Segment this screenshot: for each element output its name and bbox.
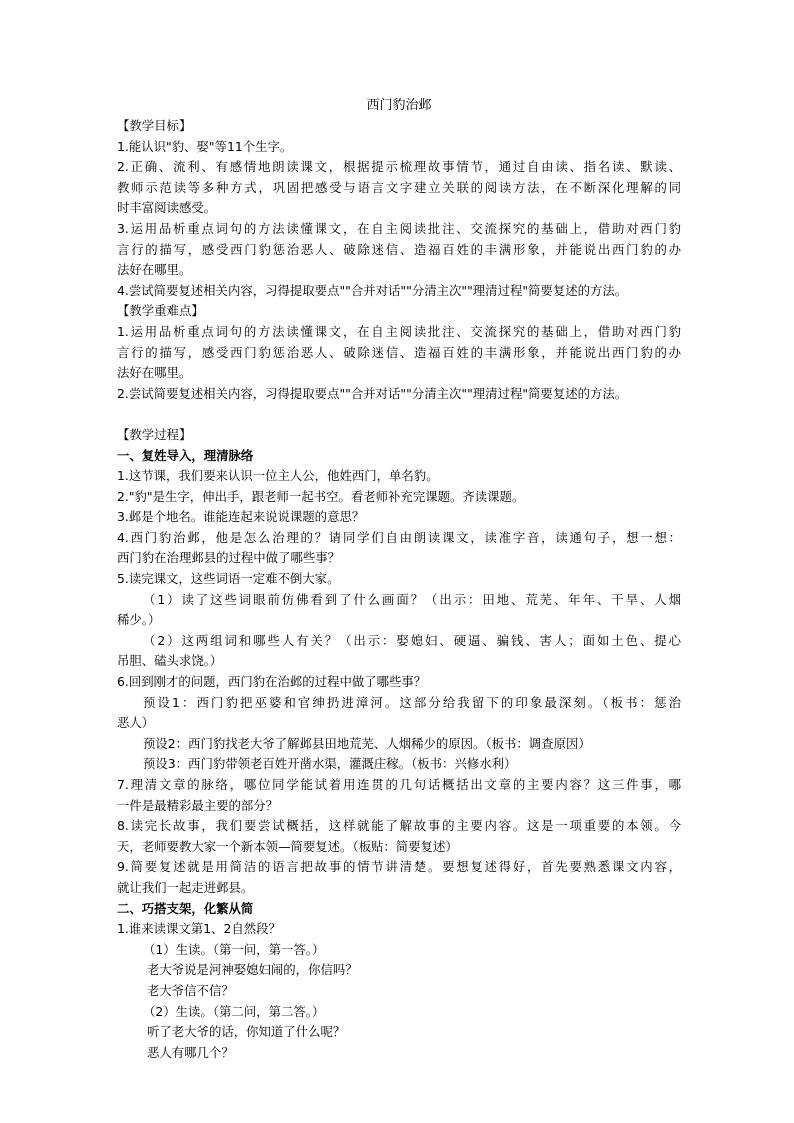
- preset-1-line-2: 恶人）: [117, 715, 155, 731]
- document-title: 西门豹治邺: [366, 98, 432, 113]
- goal-3-line-2: 言行的描写，感受西门豹惩治恶人、破除迷信、造福百姓的丰满形象，并能说出西门豹的办: [117, 241, 681, 257]
- subsection-heading-1: 一、复姓导入，理清脉络: [117, 447, 254, 463]
- keypoint-1-line-3: 法好在哪里。: [117, 365, 192, 381]
- document-page: [117, 96, 681, 1063]
- step-8-line-1: 8.读完长故事，我们要尝试概括，这样就能了解故事的主要内容。这是一项重要的本领。今: [117, 818, 681, 834]
- preset-3: 预设3：西门豹带领老百姓开凿水渠，灌溉庄稼。（板书：兴修水利）: [143, 756, 517, 772]
- step-5-item-1-line-1: （1）读了这些词眼前仿佛看到了什么画面？（出示：田地、荒芜、年年、干旱、人烟: [143, 591, 681, 607]
- goal-2-line-2: 教师示范读等多种方式，巩固把感受与语言文字建立关联的阅读方法，在不断深化理解的同: [117, 179, 681, 195]
- step-8-line-2: 天，老师要教大家一个新本领—简要复述。（板贴：简要复述）: [117, 838, 458, 854]
- step-7-line-1: 7.理清文章的脉络，哪位同学能试着用连贯的几句话概括出文章的主要内容？这三件事，哪: [117, 777, 681, 792]
- step-2-1: 1.谁来读课文第1、2自然段？: [117, 921, 281, 937]
- section-heading-process: 【教学过程】: [117, 426, 192, 442]
- goal-2-line-1: 2.正确、流利、有感情地朗读课文，根据提示梳理故事情节，通过自由读、指名读、默读、: [117, 159, 681, 175]
- step-9-line-2: 就让我们一起走进邺县。: [117, 879, 254, 895]
- preset-1-line-1: 预设1：西门豹把巫婆和官绅扔进漳河。这部分给我留下的印象最深刻。（板书：惩治: [143, 694, 681, 710]
- goal-3-line-1: 3.运用品析重点词句的方法读懂课文，在自主阅读批注、交流探究的基础上，借助对西门豹: [117, 220, 681, 236]
- question-2-b: 恶人有哪几个？: [147, 1044, 234, 1060]
- goal-3-line-3: 法好在哪里。: [117, 262, 192, 278]
- step-5: 5.读完课文，这些词语一定难不倒大家。: [117, 571, 340, 587]
- step-1: 1.这节课，我们要来认识一位主人公，他姓西门，单名豹。: [117, 468, 439, 484]
- step-7-line-2: 一件是最精彩最主要的部分？: [117, 797, 279, 813]
- keypoint-1-line-2: 言行的描写，感受西门豹惩治恶人、破除迷信、造福百姓的丰满形象，并能说出西门豹的办: [117, 344, 681, 360]
- question-1-a: 老大爷说是河神娶媳妇闹的，你信吗？: [147, 962, 358, 978]
- question-1: （1）生读。（第一问，第一答。）: [143, 941, 325, 957]
- keypoint-1-line-1: 1.运用品析重点词句的方法读懂课文，在自主阅读批注、交流探究的基础上，借助对西门豹: [117, 323, 681, 339]
- step-5-item-2-line-2: 吊胆、磕头求饶。）: [117, 653, 223, 669]
- goal-2-line-3: 时丰富阅读感受。: [117, 200, 217, 216]
- step-2: 2."豹"是生字，伸出手，跟老师一起书空。看老师补充完课题。齐读课题。: [117, 488, 525, 504]
- step-4-line-1: 4.西门豹治邺，他是怎么治理的？请同学们自由朗读课文，读准字音，读通句子，想一想：: [117, 529, 681, 545]
- step-9-line-1: 9.简要复述就是用简洁的语言把故事的情节讲清楚。要想复述得好，首先要熟悉课文内容，: [117, 859, 681, 875]
- question-1-b: 老大爷信不信？: [147, 982, 234, 998]
- question-2: （2）生读。（第二问，第二答。）: [143, 1003, 325, 1019]
- preset-2: 预设2：西门豹找老大爷了解邺县田地荒芜、人烟稀少的原因。（板书：调查原因）: [143, 735, 591, 751]
- step-5-item-2-line-1: （2）这两组词和哪些人有关？（出示：娶媳妇、硬逼、骗钱、害人；面如土色、提心: [143, 632, 681, 648]
- section-heading-goals: 【教学目标】: [117, 118, 192, 133]
- goal-4: 4.尝试简要复述相关内容，习得提取要点""合并对话""分清主次""理清过程"简要复述的方法。: [117, 282, 628, 298]
- section-heading-keypoints: 【教学重难点】: [117, 303, 204, 319]
- step-4-line-2: 西门豹在治理邺县的过程中做了哪些事？: [117, 550, 341, 566]
- step-5-item-1-line-2: 稀少。）: [117, 612, 161, 628]
- step-6: 6.回到刚才的问题，西门豹在治邺的过程中做了哪些事？: [117, 674, 427, 690]
- step-3: 3.邺是个地名。谁能连起来说说课题的意思？: [117, 509, 365, 525]
- goal-1: 1.能认识"豹、娶"等11个生字。: [117, 138, 293, 154]
- subsection-heading-2: 二、巧搭支架，化繁从简: [117, 900, 254, 916]
- keypoint-2: 2.尝试简要复述相关内容，习得提取要点""合并对话""分清主次""理清过程"简要复述的方法。: [117, 385, 628, 401]
- blank-line: [117, 404, 681, 425]
- question-2-a: 听了老大爷的话，你知道了什么呢？: [147, 1024, 346, 1040]
